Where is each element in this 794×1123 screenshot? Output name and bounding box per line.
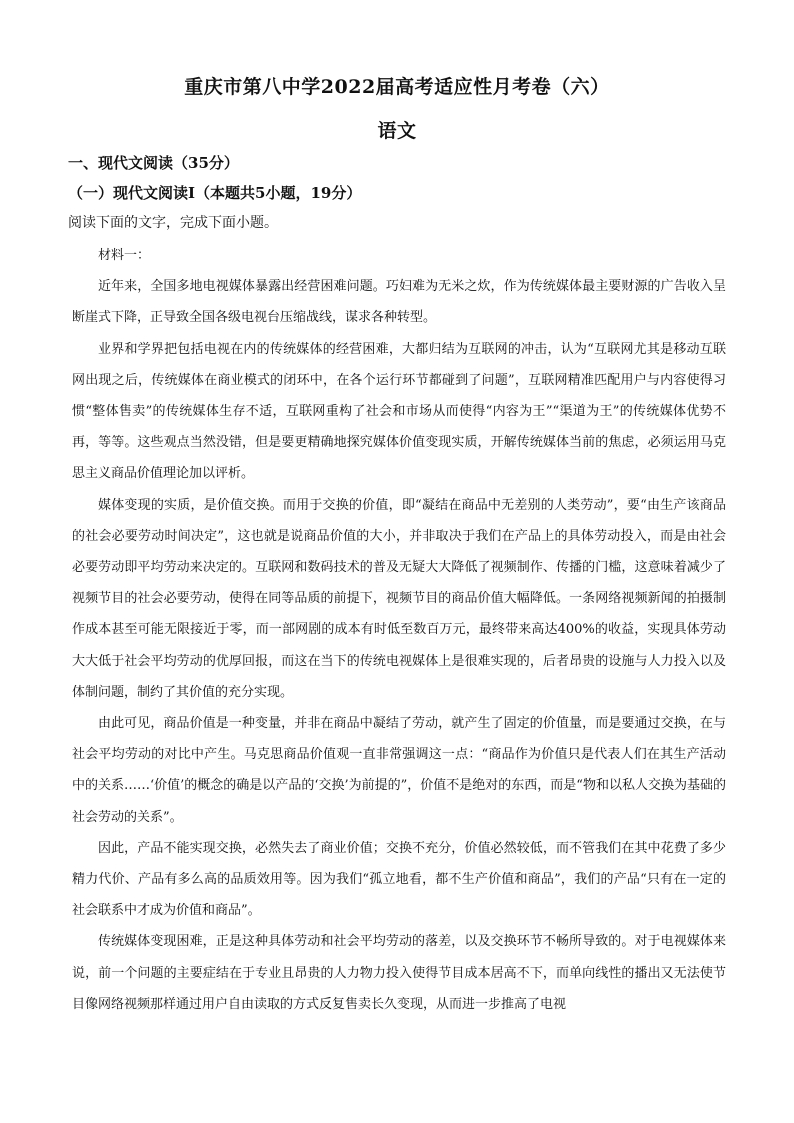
section-heading-modern-reading: 一、现代文阅读（35分） [68, 154, 239, 172]
paragraph: 业界和学界把包括电视在内的传统媒体的经营困难，大都归结为互联网的冲击，认为“互联网尤其是移动互联网出现之后，传统媒体在商业模式的闭环中，在各个运行环节都碰到了问题”，互联网精准匹配用户与内容使得习惯“整体售卖”的传统媒体生存不适，互联网重构了社会和市场从而使得“内容为王”“渠道为王”的传统媒体优势不再，等等。这些观点当然没错，但是要更精确地探究媒体价值变现实质，开解传统媒体当前的焦虑，必须运用马克思主义商品价值理论加以评析。 [72, 341, 726, 482]
paragraph: 由此可见，商品价值是一种变量，并非在商品中凝结了劳动，就产生了固定的价值量，而是要通过交换，在与社会平均劳动的对比中产生。马克思商品价值观一直非常强调这一点：“商品作为价值只是代表人们在其生产活动中的关系……‘价值’的概念的确是以产品的‘交换’为前提的”，价值不是绝对的东西，而是“物和以私人交换为基础的社会劳动的关系”。 [72, 716, 726, 825]
reading-instruction: 阅读下面的文字，完成下面小题。 [68, 215, 278, 231]
paragraph: 因此，产品不能实现交换，必然失去了商业价值；交换不充分，价值必然较低，而不管我们在其中花费了多少精力代价、产品有多么高的品质效用等。因为我们“孤立地看，都不生产价值和商品”，我们的产品“只有在一定的社会联系中才成为价值和商品”。 [72, 840, 726, 919]
subject-title: 语文 [377, 120, 417, 142]
paragraph: 传统媒体变现困难，正是这种具体劳动和社会平均劳动的落差，以及交换环节不畅所导致的。对于电视媒体来说，前一个问题的主要症结在于专业且昂贵的人力物力投入使得节目成本居高不下，而单向线性的播出又无法使节目像网络视频那样通过用户自由读取的方式反复售卖长久变现，从而进一步推高了电视 [72, 934, 726, 1012]
material-label: 材料一： [98, 248, 151, 263]
exam-title: 重庆市第八中学2022届高考适应性月考卷（六） [184, 76, 610, 98]
paragraph: 近年来，全国多地电视媒体暴露出经营困难问题。巧妇难为无米之炊，作为传统媒体最主要财源的广告收入呈断崖式下降，正导致全国各级电视台压缩战线，谋求各种转型。 [72, 279, 726, 326]
paragraph: 媒体变现的实质，是价值交换。而用于交换的价值，即“凝结在商品中无差别的人类劳动”，要“由生产该商品的社会必要劳动时间决定”，这也就是说商品价值的大小，并非取决于我们在产品上的具体劳动投入，而是由社会必要劳动即平均劳动来决定的。互联网和数码技术的普及无疑大大降低了视频制作、传播的门槛，这意味着减少了视频节目的社会必要劳动，使得在同等品质的前提下，视频节目的商品价值大幅降低。一条网络视频新闻的拍摄制作成本甚至可能无限接近于零，而一部网剧的成本有时低至数百万元，最终带来高达400%的收益，实现具体劳动大大低于社会平均劳动的优厚回报，而这在当下的传统电视媒体上是很难实现的，后者昂贵的设施与人力投入以及体制问题，制约了其价值的充分实现。 [72, 497, 726, 700]
material-text [72, 240, 726, 1020]
subsection-heading-reading-1: （一）现代文阅读Ⅰ（本题共5小题，19分） [68, 184, 362, 202]
